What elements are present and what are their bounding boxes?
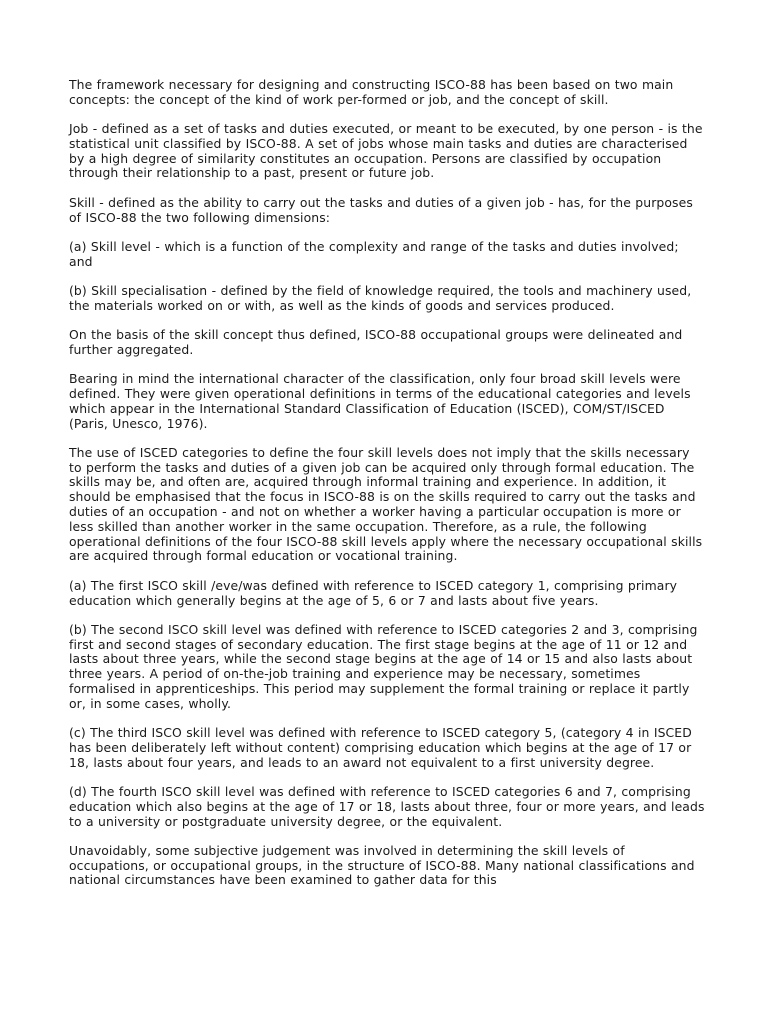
paragraph-international-character: Bearing in mind the international character of the classification, only four broad skill levels were defined. They were given operational definitions in terms of the educational categories and levels which appear in the International Standard Classification of Education (ISCED), COM/ST/ISCED (Paris, Unesco, 1976).	[69, 371, 691, 431]
paragraph-second-skill-level: (b) The second ISCO skill level was defined with reference to ISCED categories 2 and 3, comprising first and second stages of secondary education. The first stage begins at the age of 11 or 12 and lasts about three years, while the second stage begins at the age of 14 or 15 and also lasts about three years. A period of on-the-job training and experience may be necessary, sometimes formalised in apprenticeships. This period may supplement the formal training or replace it partly or, in some cases, wholly.	[69, 621, 698, 711]
paragraph-skill-definition: Skill - defined as the ability to carry out the tasks and duties of a given job - has, for the purposes of ISCO-88 the two following dimensions:	[69, 194, 693, 225]
paragraph-fourth-skill-level: (d) The fourth ISCO skill level was defined with reference to ISCED categories 6 and 7, comprising education which also begins at the age of 17 or 18, lasts about three, four or more years, and leads to a university or postgraduate university degree, or the equivalent.	[69, 783, 705, 829]
paragraph-third-skill-level: (c) The third ISCO skill level was defined with reference to ISCED category 5, (category 4 in ISCED has been deliberately left without content) comprising education which begins at the age of 17 or 18, lasts about four years, and leads to an award not equivalent to a first university degree.	[69, 725, 692, 770]
paragraph-isced-use: The use of ISCED categories to define the four skill levels does not imply that the skills necessary to perform the tasks and duties of a given job can be acquired only through formal education. The skills may be, and often are, acquired through informal training and experience. In addition, it should be emphasised that the focus in ISCO-88 is on the skills required to carry out the tasks and duties of an occupation - and not on whether a worker having a particular occupation is more or less skilled than another worker in the same occupation. Therefore, as a rule, the following operational definitions of the four ISCO-88 skill levels apply where the necessary occupational skills are acquired through formal education or vocational training.	[69, 444, 703, 564]
paragraph-job-definition: Job - defined as a set of tasks and duties executed, or meant to be executed, by one person - is the statistical unit classified by ISCO-88. A set of jobs whose main tasks and duties are characterised by a high degree of similarity constitutes an occupation. Persons are classified by occupation through their relationship to a past, present or future job.	[69, 121, 703, 181]
paragraph-framework: The framework necessary for designing and constructing ISCO-88 has been based on two main concepts: the concept of the kind of work per-formed or job, and the concept of skill.	[69, 77, 674, 107]
paragraph-skill-specialisation: (b) Skill specialisation - defined by the field of knowledge required, the tools and machinery used, the materials worked on or with, as well as the kinds of goods and services produced.	[69, 282, 692, 313]
paragraph-first-skill-level: (a) The first ISCO skill /eve/was defined with reference to ISCED category 1, comprising primary education which generally begins at the age of 5, 6 or 7 and lasts about five years.	[69, 577, 678, 608]
paragraph-skill-level: (a) Skill level - which is a function of the complexity and range of the tasks and duties involved; and	[69, 238, 679, 269]
paragraph-subjective-judgement: Unavoidably, some subjective judgement was involved in determining the skill levels of occupations, or occupational groups, in the structure of ISCO-88. Many national classifications and national circumstances have been examined to gather data for this	[69, 842, 695, 888]
document-body	[69, 78, 705, 903]
paragraph-skill-concept-basis: On the basis of the skill concept thus defined, ISCO-88 occupational groups were delineated and further aggregated.	[69, 327, 683, 357]
